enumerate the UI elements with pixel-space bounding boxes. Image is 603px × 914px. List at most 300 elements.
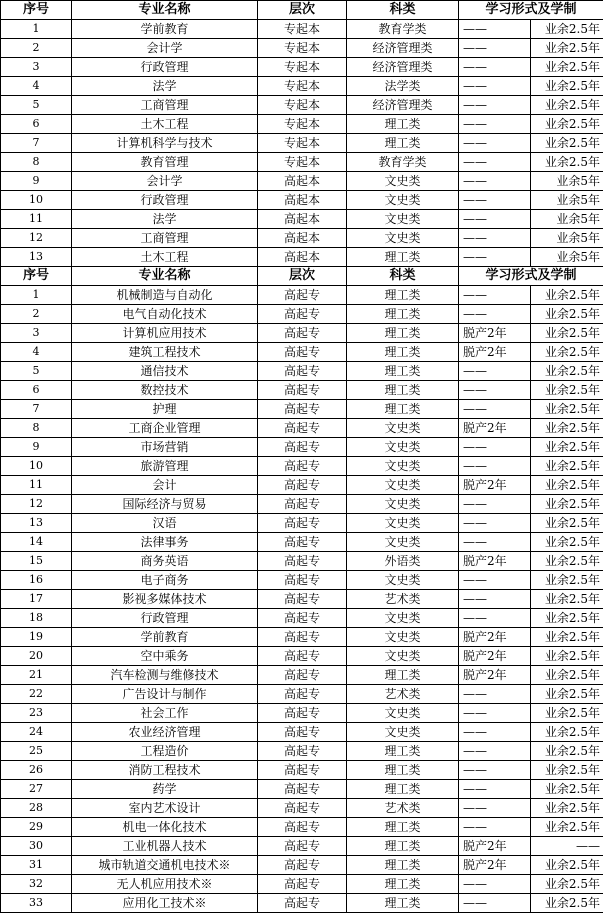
cell-parttime: 业余2.5年 xyxy=(531,552,603,571)
cell-parttime: 业余2.5年 xyxy=(531,894,603,913)
table-row xyxy=(1,400,603,419)
table-row xyxy=(1,39,603,58)
cell-fulltime: 脱产2年 xyxy=(459,552,531,571)
cell-no: 5 xyxy=(1,96,72,115)
cell-level: 高起本 xyxy=(258,229,347,248)
cell-no: 33 xyxy=(1,894,72,913)
cell-major: 机电一体化技术 xyxy=(72,818,258,837)
cell-no: 5 xyxy=(1,362,72,381)
cell-level: 高起专 xyxy=(258,571,347,590)
cell-fulltime: —— xyxy=(459,153,531,172)
cell-major: 消防工程技术 xyxy=(72,761,258,780)
table-row xyxy=(1,324,603,343)
cell-category: 理工类 xyxy=(347,248,459,267)
cell-parttime: 业余2.5年 xyxy=(531,875,603,894)
cell-fulltime: —— xyxy=(459,704,531,723)
cell-major: 行政管理 xyxy=(72,609,258,628)
cell-level: 高起专 xyxy=(258,381,347,400)
cell-category: 理工类 xyxy=(347,761,459,780)
cell-fulltime: —— xyxy=(459,685,531,704)
cell-level: 高起专 xyxy=(258,419,347,438)
cell-category: 理工类 xyxy=(347,894,459,913)
cell-level: 高起专 xyxy=(258,856,347,875)
cell-parttime: 业余2.5年 xyxy=(531,533,603,552)
cell-fulltime: —— xyxy=(459,115,531,134)
table-row xyxy=(1,609,603,628)
table-row xyxy=(1,818,603,837)
cell-fulltime: —— xyxy=(459,172,531,191)
cell-major: 国际经济与贸易 xyxy=(72,495,258,514)
cell-major: 法学 xyxy=(72,210,258,229)
cell-fulltime: —— xyxy=(459,875,531,894)
cell-level: 高起专 xyxy=(258,305,347,324)
cell-major: 工商管理 xyxy=(72,96,258,115)
table-row xyxy=(1,799,603,818)
cell-category: 理工类 xyxy=(347,742,459,761)
cell-fulltime: —— xyxy=(459,400,531,419)
cell-category: 文史类 xyxy=(347,533,459,552)
cell-fulltime: —— xyxy=(459,495,531,514)
table-row xyxy=(1,248,603,267)
cell-no: 6 xyxy=(1,115,72,134)
cell-level: 专起本 xyxy=(258,77,347,96)
cell-fulltime: —— xyxy=(459,96,531,115)
cell-fulltime: —— xyxy=(459,20,531,39)
cell-category: 理工类 xyxy=(347,666,459,685)
cell-level: 高起专 xyxy=(258,590,347,609)
cell-parttime: 业余5年 xyxy=(531,248,603,267)
cell-parttime: 业余2.5年 xyxy=(531,761,603,780)
cell-parttime: 业余2.5年 xyxy=(531,666,603,685)
cell-fulltime: —— xyxy=(459,723,531,742)
cell-major: 市场营销 xyxy=(72,438,258,457)
cell-parttime: 业余2.5年 xyxy=(531,362,603,381)
cell-no: 2 xyxy=(1,39,72,58)
cell-major: 商务英语 xyxy=(72,552,258,571)
cell-category: 外语类 xyxy=(347,552,459,571)
cell-major: 会计学 xyxy=(72,172,258,191)
cell-category: 文史类 xyxy=(347,495,459,514)
cell-no: 12 xyxy=(1,495,72,514)
cell-fulltime: —— xyxy=(459,134,531,153)
cell-category: 理工类 xyxy=(347,362,459,381)
cell-major: 建筑工程技术 xyxy=(72,343,258,362)
table-row xyxy=(1,495,603,514)
table-row xyxy=(1,875,603,894)
cell-fulltime: —— xyxy=(459,286,531,305)
cell-level: 高起本 xyxy=(258,191,347,210)
table-row xyxy=(1,381,603,400)
cell-parttime: 业余2.5年 xyxy=(531,381,603,400)
cell-parttime: 业余2.5年 xyxy=(531,495,603,514)
cell-parttime: 业余2.5年 xyxy=(531,628,603,647)
cell-fulltime: 脱产2年 xyxy=(459,666,531,685)
table-row xyxy=(1,362,603,381)
table-row xyxy=(1,457,603,476)
cell-parttime: 业余2.5年 xyxy=(531,20,603,39)
cell-no: 3 xyxy=(1,58,72,77)
cell-parttime: 业余2.5年 xyxy=(531,590,603,609)
cell-level: 高起专 xyxy=(258,609,347,628)
table-row xyxy=(1,761,603,780)
cell-category: 理工类 xyxy=(347,818,459,837)
cell-level: 高起专 xyxy=(258,457,347,476)
cell-major: 农业经济管理 xyxy=(72,723,258,742)
table-row xyxy=(1,191,603,210)
cell-category: 文史类 xyxy=(347,191,459,210)
cell-fulltime: —— xyxy=(459,894,531,913)
cell-no: 7 xyxy=(1,134,72,153)
cell-major: 数控技术 xyxy=(72,381,258,400)
cell-level: 专起本 xyxy=(258,39,347,58)
header-major: 专业名称 xyxy=(72,1,258,20)
cell-category: 文史类 xyxy=(347,647,459,666)
cell-level: 高起专 xyxy=(258,362,347,381)
cell-parttime: 业余2.5年 xyxy=(531,514,603,533)
cell-no: 13 xyxy=(1,514,72,533)
cell-fulltime: 脱产2年 xyxy=(459,837,531,856)
table-row xyxy=(1,115,603,134)
cell-major: 学前教育 xyxy=(72,628,258,647)
cell-major: 工业机器人技术 xyxy=(72,837,258,856)
table-row xyxy=(1,533,603,552)
table-row xyxy=(1,134,603,153)
cell-no: 32 xyxy=(1,875,72,894)
cell-fulltime: —— xyxy=(459,609,531,628)
cell-major: 工商管理 xyxy=(72,229,258,248)
cell-no: 28 xyxy=(1,799,72,818)
table-row xyxy=(1,590,603,609)
cell-parttime: 业余2.5年 xyxy=(531,723,603,742)
cell-category: 理工类 xyxy=(347,115,459,134)
table-row xyxy=(1,647,603,666)
cell-category: 理工类 xyxy=(347,305,459,324)
cell-parttime: 业余2.5年 xyxy=(531,134,603,153)
cell-category: 艺术类 xyxy=(347,590,459,609)
cell-level: 高起专 xyxy=(258,894,347,913)
cell-level: 高起专 xyxy=(258,286,347,305)
majors-table-body xyxy=(1,1,603,913)
header-row xyxy=(1,1,603,20)
cell-parttime: 业余2.5年 xyxy=(531,799,603,818)
cell-parttime: 业余5年 xyxy=(531,172,603,191)
cell-no: 25 xyxy=(1,742,72,761)
cell-no: 18 xyxy=(1,609,72,628)
cell-major: 会计 xyxy=(72,476,258,495)
cell-major: 广告设计与制作 xyxy=(72,685,258,704)
cell-major: 空中乘务 xyxy=(72,647,258,666)
cell-parttime: 业余2.5年 xyxy=(531,571,603,590)
cell-category: 文史类 xyxy=(347,210,459,229)
table-row xyxy=(1,20,603,39)
cell-major: 汉语 xyxy=(72,514,258,533)
cell-level: 高起专 xyxy=(258,324,347,343)
cell-parttime: 业余2.5年 xyxy=(531,324,603,343)
cell-no: 13 xyxy=(1,248,72,267)
table-row xyxy=(1,723,603,742)
cell-fulltime: 脱产2年 xyxy=(459,419,531,438)
cell-level: 高起专 xyxy=(258,514,347,533)
cell-no: 10 xyxy=(1,191,72,210)
cell-fulltime: 脱产2年 xyxy=(459,856,531,875)
header-level: 层次 xyxy=(258,267,347,286)
cell-level: 专起本 xyxy=(258,58,347,77)
cell-level: 高起专 xyxy=(258,400,347,419)
cell-category: 文史类 xyxy=(347,438,459,457)
cell-fulltime: 脱产2年 xyxy=(459,476,531,495)
cell-category: 文史类 xyxy=(347,571,459,590)
table-row xyxy=(1,628,603,647)
cell-major: 护理 xyxy=(72,400,258,419)
cell-category: 文史类 xyxy=(347,628,459,647)
cell-parttime: 业余2.5年 xyxy=(531,818,603,837)
cell-no: 29 xyxy=(1,818,72,837)
cell-fulltime: —— xyxy=(459,248,531,267)
header-level: 层次 xyxy=(258,1,347,20)
cell-major: 工商企业管理 xyxy=(72,419,258,438)
cell-major: 汽车检测与维修技术 xyxy=(72,666,258,685)
cell-no: 31 xyxy=(1,856,72,875)
cell-category: 文史类 xyxy=(347,457,459,476)
cell-category: 理工类 xyxy=(347,381,459,400)
cell-major: 计算机科学与技术 xyxy=(72,134,258,153)
table-row xyxy=(1,742,603,761)
cell-parttime: 业余2.5年 xyxy=(531,115,603,134)
cell-fulltime: —— xyxy=(459,818,531,837)
cell-parttime: 业余2.5年 xyxy=(531,647,603,666)
cell-category: 艺术类 xyxy=(347,685,459,704)
table-row xyxy=(1,837,603,856)
cell-level: 高起专 xyxy=(258,343,347,362)
table-row xyxy=(1,96,603,115)
cell-no: 15 xyxy=(1,552,72,571)
cell-no: 12 xyxy=(1,229,72,248)
cell-category: 理工类 xyxy=(347,837,459,856)
cell-fulltime: —— xyxy=(459,514,531,533)
cell-level: 高起专 xyxy=(258,685,347,704)
cell-major: 旅游管理 xyxy=(72,457,258,476)
cell-category: 经济管理类 xyxy=(347,96,459,115)
cell-category: 文史类 xyxy=(347,172,459,191)
cell-major: 机械制造与自动化 xyxy=(72,286,258,305)
cell-no: 16 xyxy=(1,571,72,590)
table-row xyxy=(1,229,603,248)
cell-fulltime: —— xyxy=(459,742,531,761)
cell-level: 高起专 xyxy=(258,837,347,856)
cell-major: 通信技术 xyxy=(72,362,258,381)
cell-level: 专起本 xyxy=(258,153,347,172)
cell-fulltime: —— xyxy=(459,210,531,229)
cell-major: 行政管理 xyxy=(72,58,258,77)
cell-no: 23 xyxy=(1,704,72,723)
cell-level: 高起专 xyxy=(258,476,347,495)
cell-category: 理工类 xyxy=(347,400,459,419)
cell-level: 高起专 xyxy=(258,761,347,780)
cell-fulltime: —— xyxy=(459,191,531,210)
cell-major: 土木工程 xyxy=(72,115,258,134)
cell-major: 社会工作 xyxy=(72,704,258,723)
cell-category: 教育学类 xyxy=(347,153,459,172)
cell-category: 文史类 xyxy=(347,609,459,628)
cell-no: 11 xyxy=(1,210,72,229)
cell-parttime: 业余2.5年 xyxy=(531,457,603,476)
cell-category: 教育学类 xyxy=(347,20,459,39)
cell-parttime: 业余2.5年 xyxy=(531,685,603,704)
cell-no: 4 xyxy=(1,77,72,96)
cell-no: 4 xyxy=(1,343,72,362)
table-row xyxy=(1,419,603,438)
cell-fulltime: —— xyxy=(459,39,531,58)
table-row xyxy=(1,514,603,533)
cell-category: 法学类 xyxy=(347,77,459,96)
cell-category: 经济管理类 xyxy=(347,39,459,58)
cell-no: 22 xyxy=(1,685,72,704)
cell-category: 文史类 xyxy=(347,419,459,438)
cell-parttime: 业余2.5年 xyxy=(531,39,603,58)
cell-fulltime: 脱产2年 xyxy=(459,324,531,343)
cell-level: 高起专 xyxy=(258,818,347,837)
table-row xyxy=(1,438,603,457)
table-row xyxy=(1,685,603,704)
cell-no: 9 xyxy=(1,172,72,191)
cell-major: 学前教育 xyxy=(72,20,258,39)
table-row xyxy=(1,666,603,685)
cell-category: 艺术类 xyxy=(347,799,459,818)
header-category: 科类 xyxy=(347,267,459,286)
cell-category: 理工类 xyxy=(347,134,459,153)
cell-fulltime: —— xyxy=(459,438,531,457)
cell-category: 文史类 xyxy=(347,723,459,742)
cell-category: 理工类 xyxy=(347,343,459,362)
cell-parttime: 业余2.5年 xyxy=(531,58,603,77)
table-row xyxy=(1,77,603,96)
cell-major: 应用化工技术※ xyxy=(72,894,258,913)
cell-level: 高起专 xyxy=(258,875,347,894)
cell-fulltime: —— xyxy=(459,457,531,476)
cell-level: 高起专 xyxy=(258,438,347,457)
cell-no: 6 xyxy=(1,381,72,400)
cell-level: 专起本 xyxy=(258,20,347,39)
cell-no: 20 xyxy=(1,647,72,666)
cell-level: 高起专 xyxy=(258,742,347,761)
cell-category: 文史类 xyxy=(347,704,459,723)
cell-no: 2 xyxy=(1,305,72,324)
cell-level: 高起专 xyxy=(258,628,347,647)
cell-level: 高起专 xyxy=(258,533,347,552)
cell-fulltime: —— xyxy=(459,780,531,799)
cell-level: 高起专 xyxy=(258,780,347,799)
cell-fulltime: —— xyxy=(459,229,531,248)
cell-no: 8 xyxy=(1,419,72,438)
table-row xyxy=(1,476,603,495)
cell-major: 土木工程 xyxy=(72,248,258,267)
table-row xyxy=(1,571,603,590)
cell-level: 高起专 xyxy=(258,552,347,571)
cell-major: 行政管理 xyxy=(72,191,258,210)
cell-no: 8 xyxy=(1,153,72,172)
cell-parttime: 业余2.5年 xyxy=(531,286,603,305)
cell-fulltime: —— xyxy=(459,571,531,590)
cell-no: 17 xyxy=(1,590,72,609)
cell-parttime: 业余2.5年 xyxy=(531,305,603,324)
cell-fulltime: —— xyxy=(459,77,531,96)
cell-fulltime: —— xyxy=(459,362,531,381)
cell-level: 高起专 xyxy=(258,647,347,666)
cell-category: 理工类 xyxy=(347,780,459,799)
table-row xyxy=(1,856,603,875)
cell-major: 法律事务 xyxy=(72,533,258,552)
cell-no: 27 xyxy=(1,780,72,799)
cell-category: 理工类 xyxy=(347,856,459,875)
cell-category: 理工类 xyxy=(347,324,459,343)
cell-parttime: 业余2.5年 xyxy=(531,343,603,362)
table-row xyxy=(1,305,603,324)
cell-major: 室内艺术设计 xyxy=(72,799,258,818)
header-study-mode: 学习形式及学制 xyxy=(459,1,603,20)
cell-major: 药学 xyxy=(72,780,258,799)
table-row xyxy=(1,552,603,571)
table-row xyxy=(1,58,603,77)
cell-no: 7 xyxy=(1,400,72,419)
cell-parttime: 业余2.5年 xyxy=(531,438,603,457)
table-row xyxy=(1,894,603,913)
cell-major: 教育管理 xyxy=(72,153,258,172)
header-no: 序号 xyxy=(1,267,72,286)
cell-no: 19 xyxy=(1,628,72,647)
cell-category: 文史类 xyxy=(347,229,459,248)
table-row xyxy=(1,172,603,191)
table-row xyxy=(1,153,603,172)
cell-category: 经济管理类 xyxy=(347,58,459,77)
cell-no: 1 xyxy=(1,20,72,39)
cell-parttime: 业余2.5年 xyxy=(531,780,603,799)
cell-level: 高起专 xyxy=(258,799,347,818)
cell-fulltime: 脱产2年 xyxy=(459,628,531,647)
cell-fulltime: —— xyxy=(459,533,531,552)
cell-parttime: 业余2.5年 xyxy=(531,96,603,115)
table-row xyxy=(1,286,603,305)
cell-fulltime: —— xyxy=(459,799,531,818)
table-row xyxy=(1,343,603,362)
cell-level: 高起专 xyxy=(258,666,347,685)
header-category: 科类 xyxy=(347,1,459,20)
cell-parttime: 业余2.5年 xyxy=(531,476,603,495)
table-row xyxy=(1,704,603,723)
cell-major: 工程造价 xyxy=(72,742,258,761)
cell-level: 专起本 xyxy=(258,96,347,115)
cell-no: 11 xyxy=(1,476,72,495)
cell-no: 1 xyxy=(1,286,72,305)
cell-fulltime: —— xyxy=(459,381,531,400)
cell-level: 高起本 xyxy=(258,248,347,267)
cell-parttime: 业余2.5年 xyxy=(531,856,603,875)
cell-major: 城市轨道交通机电技术※ xyxy=(72,856,258,875)
cell-parttime: 业余5年 xyxy=(531,191,603,210)
cell-level: 专起本 xyxy=(258,134,347,153)
cell-major: 会计学 xyxy=(72,39,258,58)
cell-parttime: 业余2.5年 xyxy=(531,742,603,761)
cell-parttime: 业余2.5年 xyxy=(531,153,603,172)
cell-category: 文史类 xyxy=(347,476,459,495)
header-study-mode: 学习形式及学制 xyxy=(459,267,603,286)
cell-no: 3 xyxy=(1,324,72,343)
cell-category: 文史类 xyxy=(347,514,459,533)
cell-parttime: 业余2.5年 xyxy=(531,609,603,628)
cell-parttime: 业余5年 xyxy=(531,210,603,229)
cell-fulltime: —— xyxy=(459,761,531,780)
cell-parttime: 业余2.5年 xyxy=(531,77,603,96)
cell-fulltime: —— xyxy=(459,305,531,324)
